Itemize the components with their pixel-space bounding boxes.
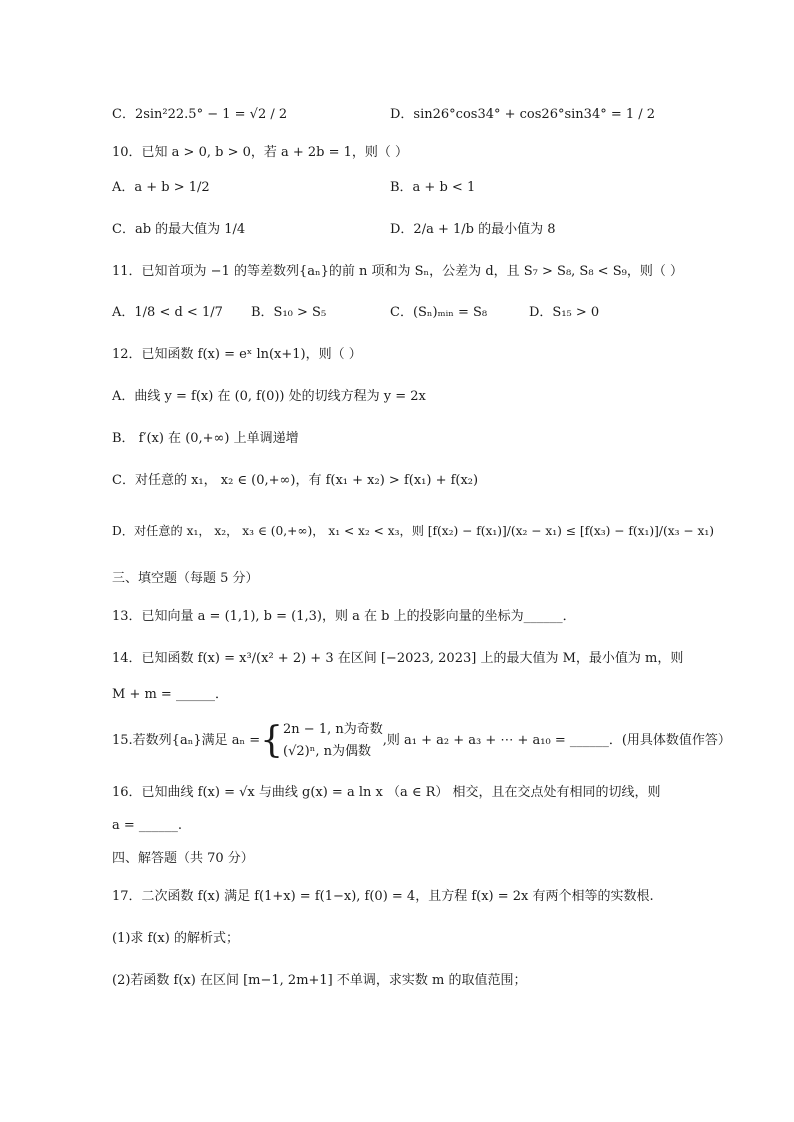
q15-stem — [112, 716, 731, 766]
q17-part2: (2)若函数 f(x) 在区间 [m−1, 2m+1] 不单调，求实数 m 的取值范围； — [112, 973, 527, 988]
q12-option-b: B． f′(x) 在 (0,+∞) 上单调递增 — [112, 431, 299, 446]
q11-stem: 11．已知首项为 −1 的等差数列{aₙ}的前 n 项和为 Sₙ，公差为 d，且 S₇ > S₈, S₈ < S₉，则（ ） — [112, 264, 683, 279]
q9-option-c: C．2sin²22.5° − 1 = √2 / 2 — [112, 107, 288, 122]
q15-piecewise-cases — [283, 719, 383, 763]
q9-option-d: D．sin26°cos34° + cos26°sin34° = 1 / 2 — [390, 107, 656, 122]
q12-option-a: A．曲线 y = f(x) 在 (0, f(0)) 处的切线方程为 y = 2x — [112, 389, 426, 404]
q15-suffix: ,则 a₁ + a₂ + a₃ + ⋯ + a₁₀ = ______．(用具体数值作答） — [382, 733, 731, 748]
q13-stem: 13．已知向量 a = (1,1), b = (1,3)，则 a 在 b 上的投影向量的坐标为______． — [112, 609, 576, 624]
q10-option-b: B．a + b < 1 — [390, 180, 476, 195]
q11-option-d: D．S₁₅ > 0 — [529, 305, 600, 320]
q10-option-d: D．2/a + 1/b 的最小值为 8 — [390, 222, 556, 237]
q12-option-d: D．对任意的 x₁， x₂， x₃ ∈ (0,+∞)， x₁ < x₂ < x₃，则 [f(x₂) − f(x₁)]/(x₂ − x₁) ≤ [f(x₃) − f(x₁)]/(x₃ − x₁) — [112, 524, 714, 538]
q16-stem-line2: a = ______. — [112, 818, 183, 833]
q11-option-a: A．1/8 < d < 1/7 — [112, 305, 223, 320]
q11-option-c: C．(Sₙ)ₘᵢₙ = S₈ — [390, 305, 488, 320]
q12-stem: 12．已知函数 f(x) = eˣ ln(x+1)，则（ ） — [112, 347, 362, 362]
q17-stem: 17．二次函数 f(x) 满足 f(1+x) = f(1−x), f(0) = 4，且方程 f(x) = 2x 有两个相等的实数根. — [112, 889, 654, 904]
q10-stem: 10．已知 a > 0, b > 0，若 a + 2b = 1，则（ ） — [112, 145, 409, 160]
q15-case-even: (√2)ⁿ, n为偶数 — [283, 744, 371, 759]
q12-option-c: C．对任意的 x₁， x₂ ∈ (0,+∞)，有 f(x₁ + x₂) > f(x₁) + f(x₂) — [112, 473, 479, 488]
q17-part1: (1)求 f(x) 的解析式； — [112, 931, 239, 946]
section-answer-heading: 四、解答题（共 70 分） — [112, 851, 254, 866]
q14-stem-line2: M + m = ______． — [112, 687, 228, 702]
q11-option-b: B．S₁₀ > S₅ — [251, 305, 327, 320]
q10-option-c: C．ab 的最大值为 1/4 — [112, 222, 246, 237]
q16-stem-line1: 16．已知曲线 f(x) = √x 与曲线 g(x) = a ln x （a ∈ R） 相交，且在交点处有相同的切线，则 — [112, 785, 661, 800]
q14-stem-line1: 14．已知函数 f(x) = x³/(x² + 2) + 3 在区间 [−2023, 2023] 上的最大值为 M，最小值为 m，则 — [112, 651, 684, 666]
q15-prefix: 15.若数列{aₙ}满足 aₙ = — [112, 733, 261, 748]
brace-symbol: { — [260, 720, 284, 761]
q10-option-a: A．a + b > 1/2 — [112, 180, 210, 195]
section-fill-in-heading: 三、填空题（每题 5 分） — [112, 571, 259, 586]
q15-case-odd: 2n − 1, n为奇数 — [283, 722, 383, 737]
